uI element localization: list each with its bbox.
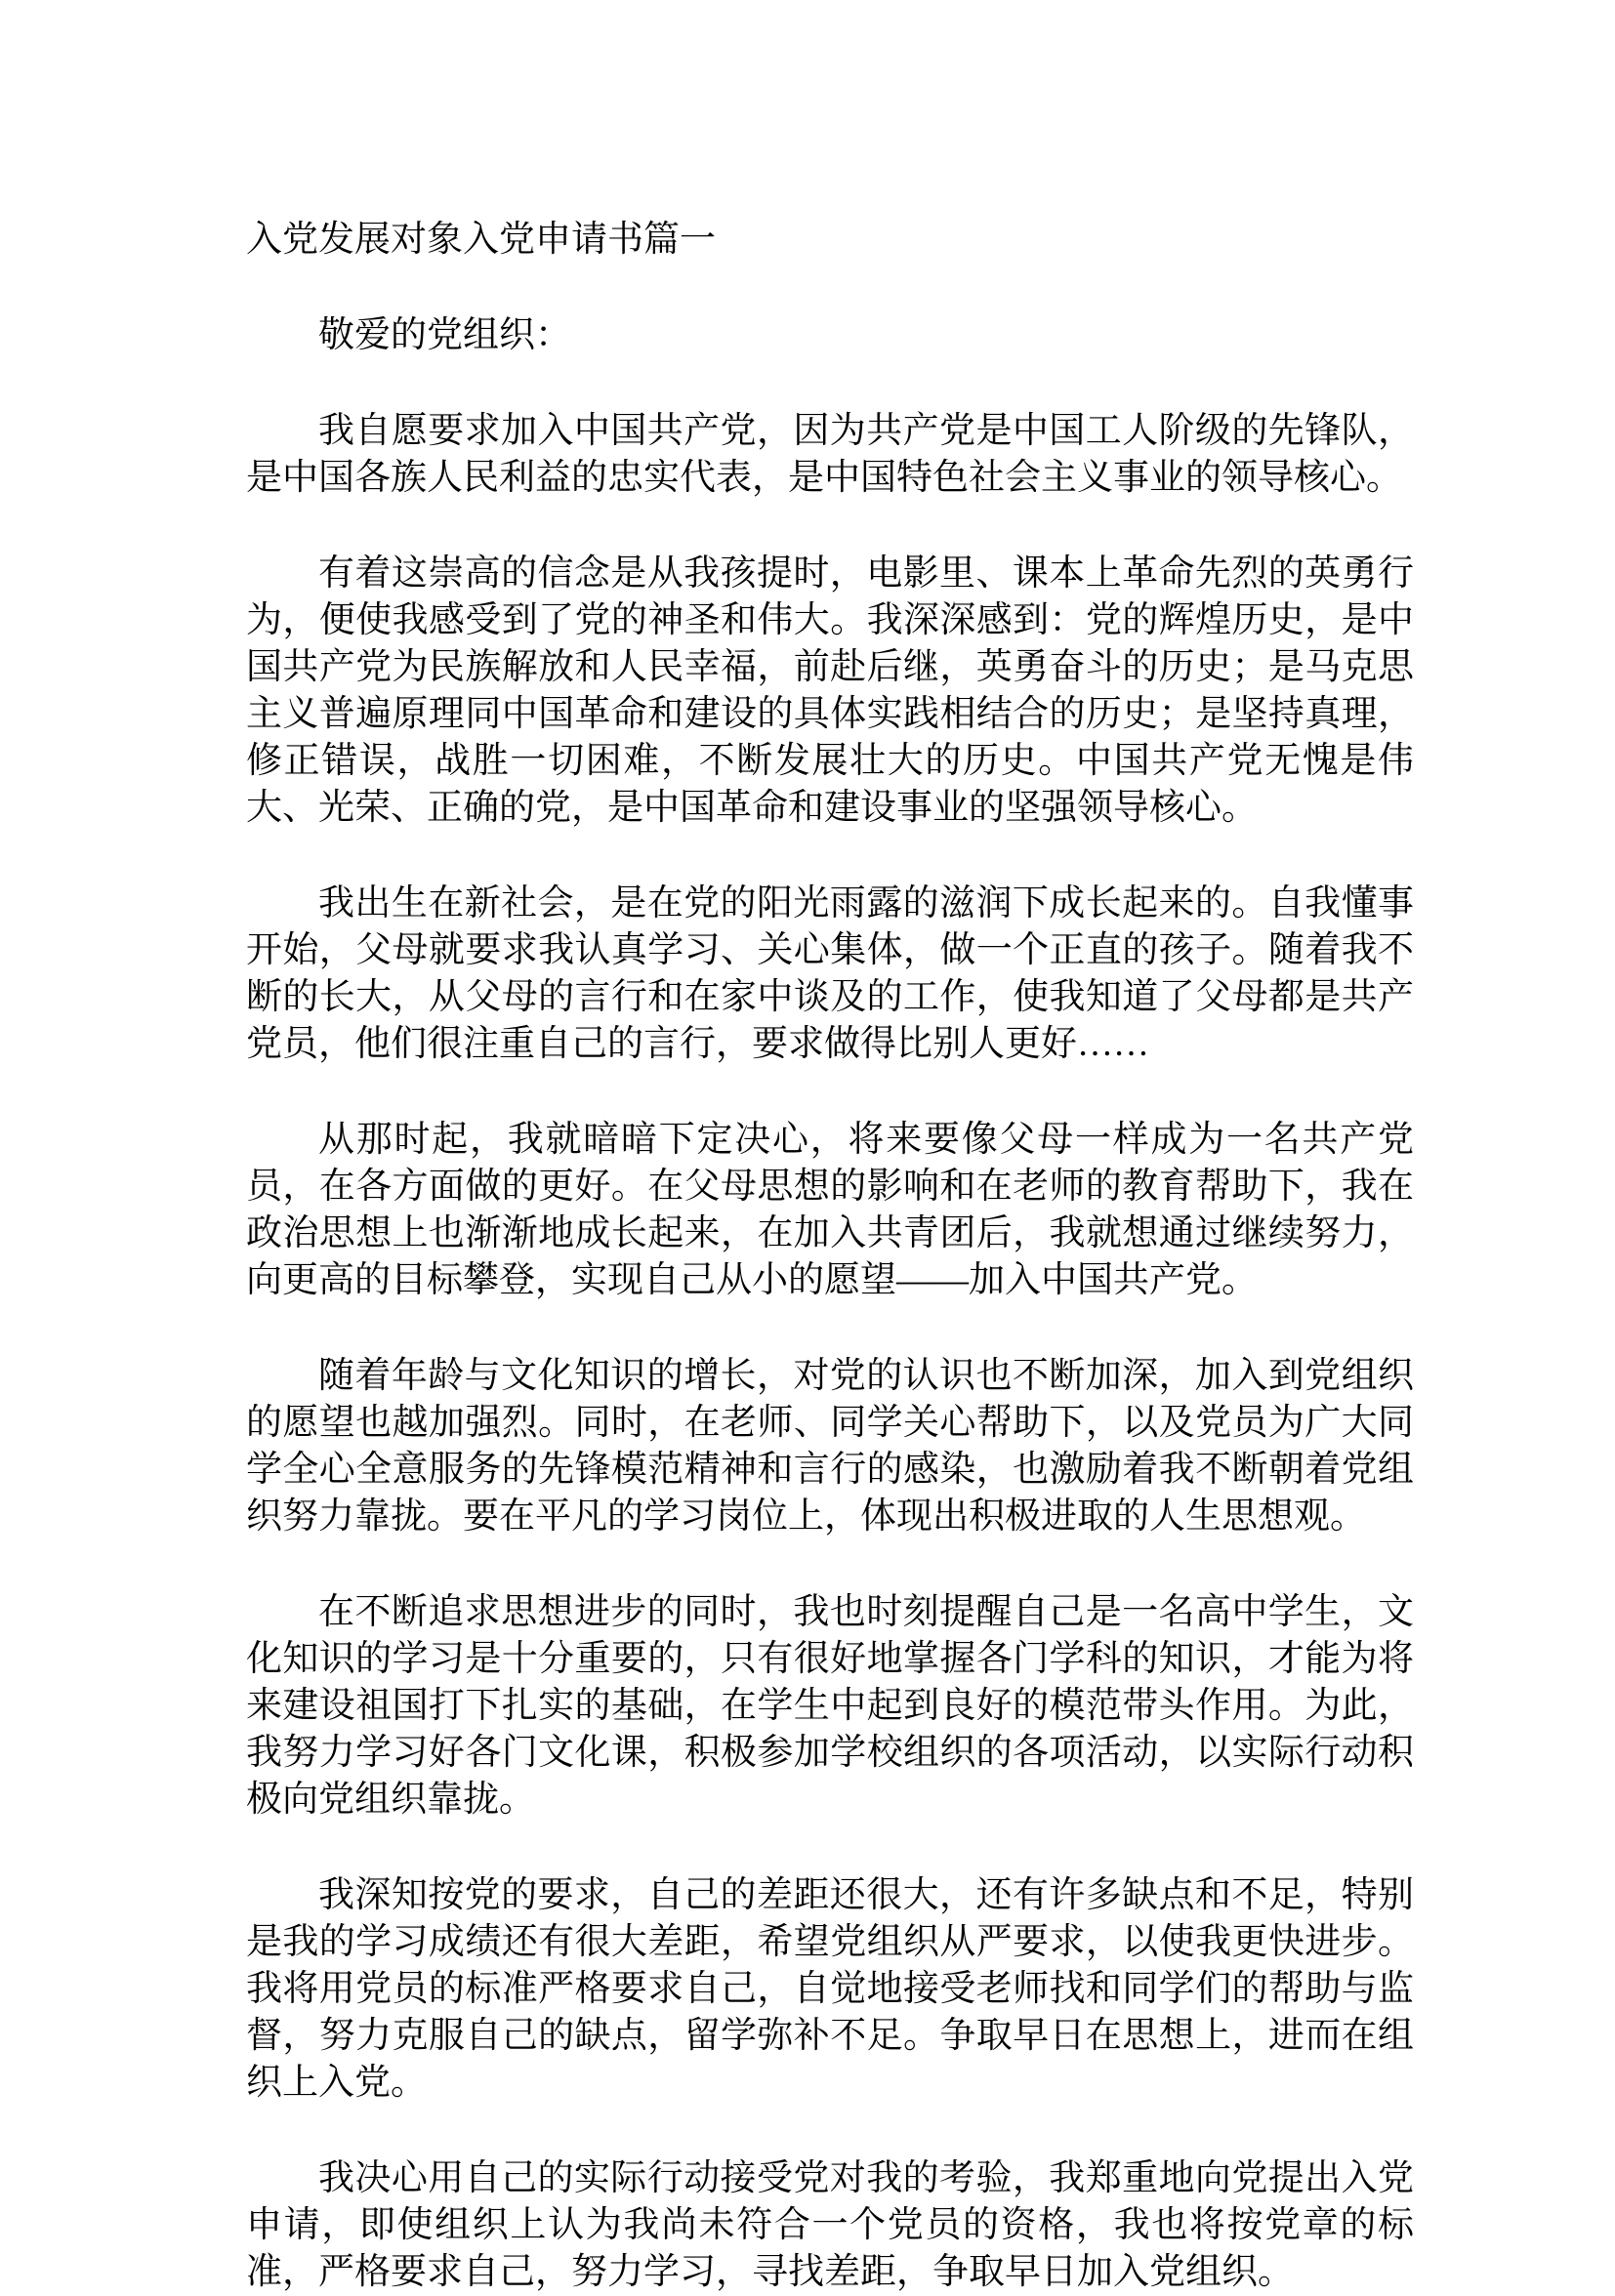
- paragraph-4: 从那时起，我就暗暗下定决心，将来要像父母一样成为一名共产党员，在各方面做的更好。在父母思想的影响和在老师的教育帮助下，我在政治思想上也渐渐地成长起来，在加入共青团后，我就想通过继续努力，向更高的目标攀登，实现自己从小的愿望——加入中国共产党。: [246, 1120, 1414, 1300]
- document-title: 入党发展对象入党申请书篇一: [246, 220, 716, 260]
- paragraph-6: 在不断追求思想进步的同时，我也时刻提醒自己是一名高中学生，文化知识的学习是十分重要的，只有很好地掌握各门学科的知识，才能为将来建设祖国打下扎实的基础，在学生中起到良好的模范带头作用。为此，我努力学习好各门文化课，积极参加学校组织的各项活动，以实际行动积极向党组织靠拢。: [246, 1592, 1414, 1820]
- paragraph-8: 我决心用自己的实际行动接受党对我的考验，我郑重地向党提出入党申请，即使组织上认为我尚未符合一个党员的资格，我也将按党章的标准，严格要求自己，努力学习，寻找差距，争取早日加入党组织。: [246, 2158, 1414, 2292]
- paragraph-7: 我深知按党的要求，自己的差距还很大，还有许多缺点和不足，特别是我的学习成绩还有很大差距，希望党组织从严要求，以使我更快进步。我将用党员的标准严格要求自己，自觉地接受老师找和同学们的帮助与监督，努力克服自己的缺点，留学弥补不足。争取早日在思想上，进而在组织上入党。: [246, 1875, 1414, 2103]
- paragraph-1: 我自愿要求加入中国共产党，因为共产党是中国工人阶级的先锋队，是中国各族人民利益的忠实代表，是中国特色社会主义事业的领导核心。: [246, 411, 1414, 498]
- paragraph-2: 有着这崇高的信念是从我孩提时，电影里、课本上革命先烈的英勇行为，便使我感受到了党的神圣和伟大。我深深感到：党的辉煌历史，是中国共产党为民族解放和人民幸福，前赴后继，英勇奋斗的历史；是马克思主义普遍原理同中国革命和建设的具体实践相结合的历史；是坚持真理，修正错误，战胜一切困难，不断发展壮大的历史。中国共产党无愧是伟大、光荣、正确的党，是中国革命和建设事业的坚强领导核心。: [246, 554, 1414, 828]
- paragraph-5: 随着年龄与文化知识的增长，对党的认识也不断加深，加入到党组织的愿望也越加强烈。同时，在老师、同学关心帮助下，以及党员为广大同学全心全意服务的先锋模范精神和言行的感染，也激励着我不断朝着党组织努力靠拢。要在平凡的学习岗位上，体现出积极进取的人生思想观。: [246, 1356, 1414, 1537]
- paragraph-3: 我出生在新社会，是在党的阳光雨露的滋润下成长起来的。自我懂事开始，父母就要求我认真学习、关心集体，做一个正直的孩子。随着我不断的长大，从父母的言行和在家中谈及的工作，使我知道了父母都是共产党员，他们很注重自己的言行，要求做得比别人更好……: [246, 883, 1414, 1064]
- salutation: 敬爱的党组织：: [318, 315, 571, 355]
